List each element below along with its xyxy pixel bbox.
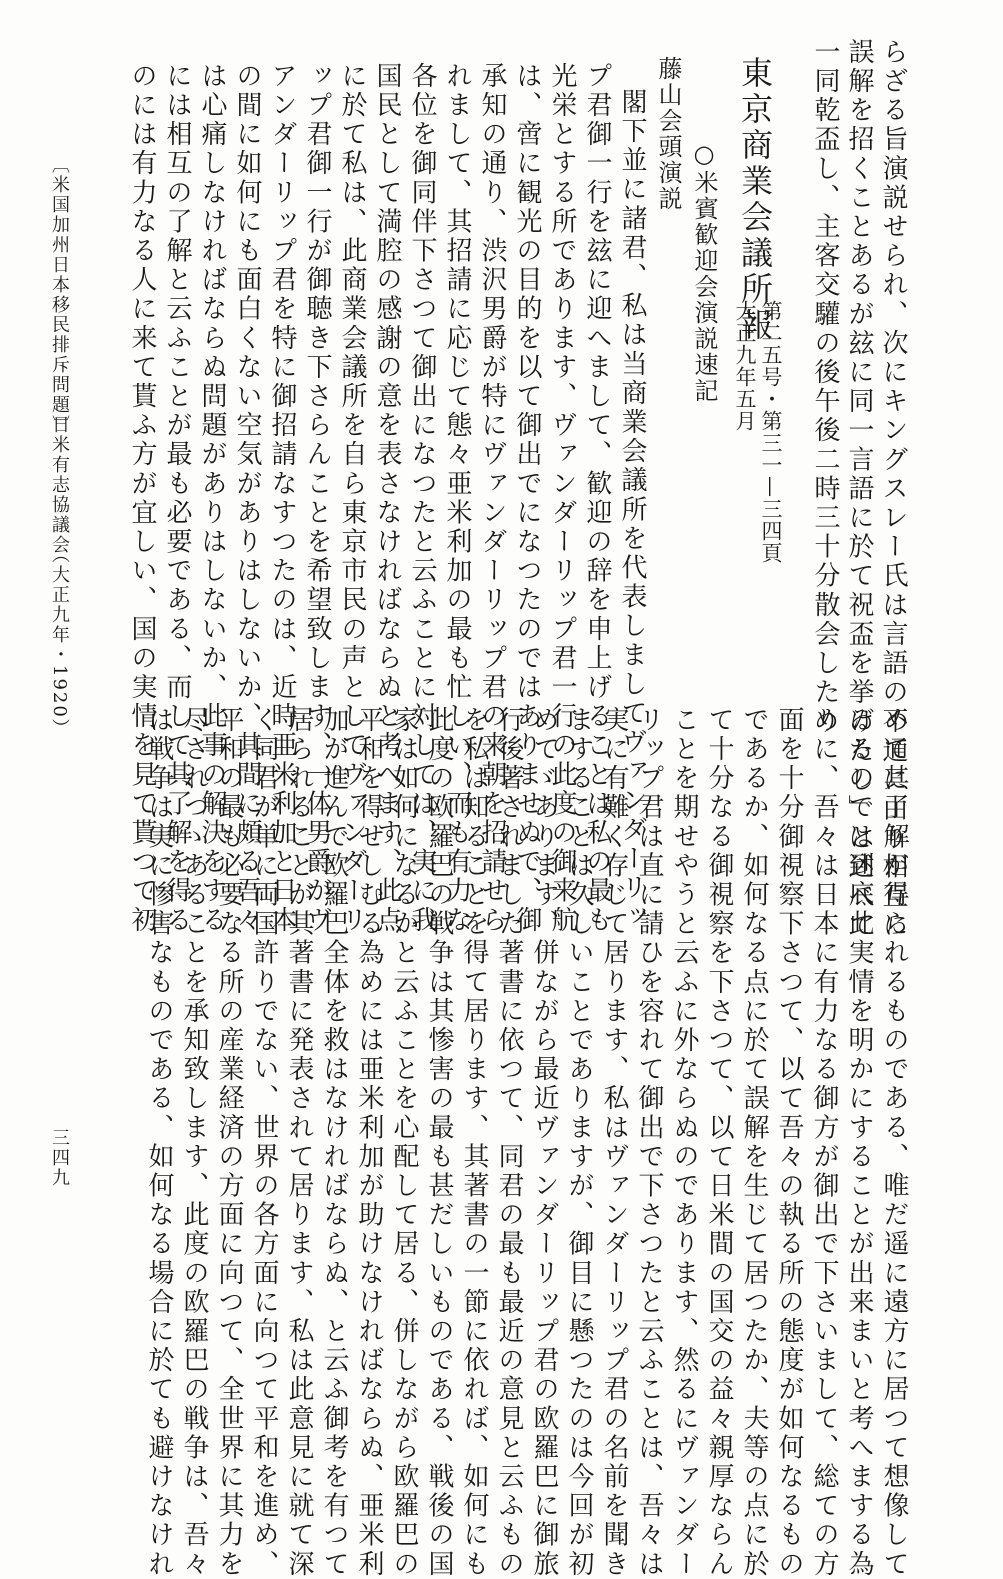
text-column: は心痛しなければならぬ問題がありはしないか、此事の解決をする bbox=[197, 62, 227, 935]
text-column: ゐるのでは到底此実情を明かにすることが出来まいと考へまする為 bbox=[844, 706, 874, 1579]
text-column: であるか、如何なる点に於て誤解を生じて居つたか、夫等の点に於 bbox=[739, 706, 769, 1579]
section-title: 東京商業会議所報 bbox=[736, 56, 774, 344]
text-column: ますることは久しいことでありますが、御目に懸つたのは今回が初 bbox=[564, 706, 594, 1579]
issue-date: 大正九年五月 bbox=[733, 300, 757, 432]
text-column: めてゞあります、併ながら最近ヴァンダーリップ君の欧羅巴に御旅 bbox=[529, 706, 559, 1579]
text-column: は戦争は実に惨害なものである、如何なる場合に於ても避けなけれ bbox=[144, 706, 174, 1579]
text-column: 誤解を招くことあるが玆に同一言語に於て祝盃を挙げたし」と述べて bbox=[844, 38, 874, 941]
text-column: 国民として満腔の感謝の意を表さなければならぬと考へます、此点 bbox=[372, 62, 402, 935]
text-column: のには有力なる人に来て貰ふ方が宜しい、国の実情を見て貰つて初 bbox=[127, 62, 157, 935]
text-column: 光栄とする所であります、ヴァンダーリップ君一行の此度の御来航 bbox=[547, 62, 577, 935]
text-column: 平和を得せしむる為めには亜米利加が助けなければならぬ、亜米利 bbox=[354, 706, 384, 1579]
text-column: の間に如何にも面白くない空気がありはしないか、其間に頗る吾々 bbox=[232, 62, 262, 935]
text-column: 一同乾盃し、主客交驩の後午後二時三十分散会したり bbox=[810, 38, 840, 737]
text-column: を私は知ることを得て居ります、其著書の一節に依れば、如何にも bbox=[459, 706, 489, 1579]
running-footer-source: 日米有志協議会 bbox=[49, 415, 70, 555]
text-column: 面を十分御視察下さつて、以て吾々の執る所の態度が如何なるもの bbox=[774, 706, 804, 1579]
text-column: 此度の欧羅巴の戦争は其惨害の最も甚だしいものである、戦後の国 bbox=[424, 706, 454, 1579]
text-column: に於て私は、此商業会議所を自ら東京市民の声としてヴァンダーリ bbox=[337, 62, 367, 935]
page-number: 三四九 bbox=[49, 1128, 70, 1188]
text-column: く同君が単に両国許りでない、世界の各方面に向つて平和を進め、 bbox=[249, 706, 279, 1579]
text-column: 承知の通り、渋沢男爵が特にヴァンダーリップ君の来朝を招請せら bbox=[477, 62, 507, 935]
running-footer-year: （大正九年・1920） bbox=[49, 545, 70, 739]
text-column: ことを期せやうと云ふに外ならぬのであります、然るにヴァンダー bbox=[669, 706, 699, 1579]
text-column: 居られることが其著書に発表されて居ります、私は此意見に就て深 bbox=[284, 706, 314, 1579]
text-column: リップ君は直に請ひを容れて御出で下さつたと云ふことは、吾々は bbox=[634, 706, 664, 1579]
text-column: 各位を御同伴下さつて御出になつたと云ふことに対しては、実に我 bbox=[407, 62, 437, 935]
text-column: めに、吾々は日本に有力なる御方が御出で下さいまして、総ての方 bbox=[809, 706, 839, 1579]
issue-info: 第二五号・第三一—三四頁 bbox=[759, 300, 783, 564]
text-column: には相互の了解と云ふことが最も必要である、而して其了解を得る bbox=[162, 62, 192, 935]
text-column: らざる旨演説せられ、次にキングスレー氏は言語の不通に由り相互に bbox=[878, 38, 908, 941]
text-column: 行後著されました著書に依つて、同君の最も最近の意見と云ふもの bbox=[494, 706, 524, 1579]
text-column: 閣下並に諸君、私は当商業会議所を代表しましてヴァンダーリッ bbox=[617, 88, 647, 932]
text-column: 実に有難く存じて居ります、私はヴァンダーリップ君の名前を聞き bbox=[599, 706, 629, 1579]
text-column: は、啻に観光の目的を以て御出でになつたのではありませぬで、御 bbox=[512, 62, 542, 935]
running-footer-topic: 〔米国加州日本移民排斥問題〕 bbox=[49, 155, 70, 435]
text-column: 尽されつゝあることを承知致します、此度の欧羅巴の戦争は、吾々 bbox=[179, 706, 209, 1579]
text-column: めて其了解が得られるものである、唯だ遥に遠方に居つて想像して bbox=[879, 706, 909, 1579]
text-column: 平和の最も必要なる所の産業経済の方面に向つて、全世界に其力を bbox=[214, 706, 244, 1579]
text-column: 加が進んで欧羅巴全体を救はなければならぬ、と云ふ御考を有つて bbox=[319, 706, 349, 1579]
text-column: れまして、其招請に応じて態々亜米利加の最も忙しい、而も有力な bbox=[442, 62, 472, 935]
speaker-heading: 藤山会頭演説 bbox=[654, 56, 682, 212]
text-column: ップ君御一行が御聴き下さらんことを希望致します、一体男爵がヴ bbox=[302, 62, 332, 935]
subtitle: ○米賓歓迎会演説速記 bbox=[690, 140, 718, 404]
text-column: て十分なる御視察を下さつて、以て日米間の国交の益々親厚ならん bbox=[704, 706, 734, 1579]
text-column: アンダーリップ君を特に御招請なすつたのは、近時亜米利加と日本 bbox=[267, 62, 297, 935]
text-column: プ君御一行を玆に迎へまして、歓迎の辞を申上げることは私の最も bbox=[582, 62, 612, 935]
text-column: 家は如何になるかと云ふことを心配して居る、併しながら欧羅巴の bbox=[389, 706, 419, 1579]
